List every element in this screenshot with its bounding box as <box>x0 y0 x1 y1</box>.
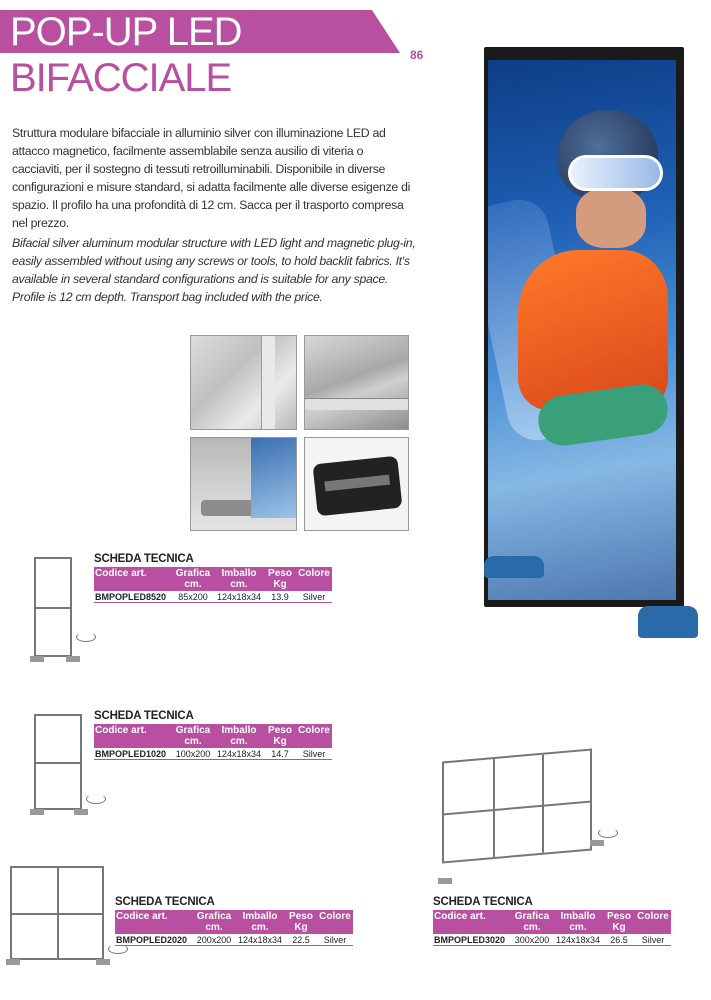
frame-sketch-3020 <box>442 748 592 863</box>
frame-sketch-1020 <box>34 714 82 810</box>
col-color: Colore <box>298 568 330 579</box>
spec-title: SCHEDA TECNICA <box>94 553 194 565</box>
spec-title: SCHEDA TECNICA <box>94 710 194 722</box>
cell-weight: 14.7 <box>271 748 289 759</box>
description-italian: Struttura modulare bifacciale in alluminio silver con illuminazione LED ad attacco magnetico, facilmente assemblabile senza ausilio di viteria o cacciaviti, per il sostegno di tessuti retroilluminabili. Disponibile in diverse configurazioni e misure standard, si adatta facilmente alle diverse esigenze di spazio. Il profilo ha una profondità di 12 cm. Sacca per il trasporto compresa nel prezzo. <box>12 126 411 230</box>
col-pack: Imballo cm. <box>221 725 257 747</box>
photo-magnetic-plug <box>304 335 409 430</box>
cell-pack: 124x18x34 <box>237 934 283 945</box>
led-display-photo <box>474 42 696 642</box>
photo-frame-corner <box>190 335 297 430</box>
sketch-cable <box>598 828 618 838</box>
col-pack: Imballo cm. <box>242 911 278 933</box>
col-code: Codice art. <box>116 911 168 922</box>
col-color: Colore <box>637 911 669 922</box>
cell-code: BMPOPLED1020 <box>95 748 167 759</box>
spec-table-3020 <box>433 896 671 946</box>
col-code: Codice art. <box>434 911 486 922</box>
frame-sketch-8520 <box>34 557 72 657</box>
table-row <box>94 591 332 603</box>
sketch-foot <box>66 656 80 662</box>
col-pack: Imballo cm. <box>221 568 257 590</box>
sketch-foot <box>438 878 452 884</box>
sketch-cable <box>86 794 106 804</box>
header-banner <box>0 10 424 100</box>
sketch-foot <box>74 809 88 815</box>
col-code: Codice art. <box>95 568 147 579</box>
sketch-foot <box>30 809 44 815</box>
cell-weight: 22.5 <box>292 934 310 945</box>
col-weight: Peso Kg <box>268 568 292 590</box>
col-weight: Peso Kg <box>607 911 631 933</box>
col-graphic: Grafica cm. <box>514 911 550 933</box>
cell-pack: 124x18x34 <box>216 748 262 759</box>
display-foot-right <box>638 606 698 638</box>
spec-table-8520 <box>94 553 332 603</box>
cell-color: Silver <box>641 934 665 945</box>
cell-color: Silver <box>323 934 347 945</box>
display-foot-left <box>484 556 544 578</box>
col-graphic: Grafica cm. <box>196 911 232 933</box>
spec-header <box>94 724 332 748</box>
col-weight: Peso Kg <box>289 911 313 933</box>
page-number: 86 <box>410 48 424 62</box>
page-title: POP-UP LED <box>10 10 242 54</box>
cell-code: BMPOPLED8520 <box>95 591 167 602</box>
table-row <box>115 934 353 946</box>
sketch-foot <box>96 959 110 965</box>
page-subtitle: BIFACCIALE <box>10 56 232 100</box>
cell-color: Silver <box>302 591 326 602</box>
cell-code: BMPOPLED3020 <box>434 934 506 945</box>
cell-pack: 124x18x34 <box>555 934 601 945</box>
sketch-foot <box>30 656 44 662</box>
col-weight: Peso Kg <box>268 725 292 747</box>
spec-header <box>433 910 671 934</box>
spec-table-2020 <box>115 896 353 946</box>
spec-title: SCHEDA TECNICA <box>115 896 215 908</box>
photo-transport-bag <box>304 437 409 531</box>
spec-table-1020 <box>94 710 332 760</box>
photo-base-cable <box>190 437 297 531</box>
cell-weight: 26.5 <box>610 934 628 945</box>
cell-color: Silver <box>302 748 326 759</box>
spec-header <box>94 567 332 591</box>
cell-weight: 13.9 <box>271 591 289 602</box>
cell-graphic: 85x200 <box>178 591 208 602</box>
cell-graphic: 200x200 <box>196 934 232 945</box>
col-color: Colore <box>319 911 351 922</box>
col-code: Codice art. <box>95 725 147 736</box>
sketch-cable <box>76 632 96 642</box>
cell-graphic: 100x200 <box>175 748 211 759</box>
table-row <box>433 934 671 946</box>
table-row <box>94 748 332 760</box>
cell-graphic: 300x200 <box>514 934 550 945</box>
display-graphic <box>488 60 676 600</box>
cell-code: BMPOPLED2020 <box>116 934 188 945</box>
spec-header <box>115 910 353 934</box>
frame-sketch-2020 <box>10 866 104 960</box>
spec-title: SCHEDA TECNICA <box>433 896 533 908</box>
col-color: Colore <box>298 725 330 736</box>
col-graphic: Grafica cm. <box>175 568 211 590</box>
col-graphic: Grafica cm. <box>175 725 211 747</box>
col-pack: Imballo cm. <box>560 911 596 933</box>
description-english: Bifacial silver aluminum modular structure with LED light and magnetic plug-in, easily assembled without using any screws or tools, to hold backlit fabrics. It's available in several standard configurations and is suitable for any space. Profile is 12 cm depth. Transport bag included with the price. <box>12 236 416 304</box>
sketch-foot <box>590 840 604 846</box>
cell-pack: 124x18x34 <box>216 591 262 602</box>
sketch-foot <box>6 959 20 965</box>
